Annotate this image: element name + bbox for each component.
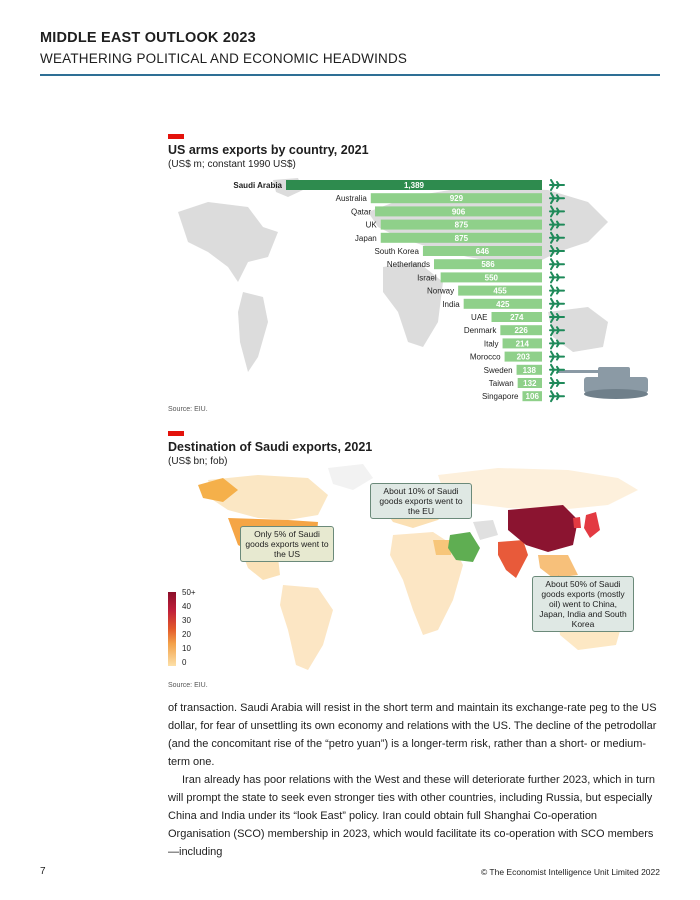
map-india (498, 540, 528, 578)
arms-exports-chart (168, 172, 648, 410)
value-label: 929 (449, 194, 464, 204)
fighter-jet-icon (550, 365, 564, 375)
chart2-source: Source: EIU. (168, 682, 208, 689)
value-label: 455 (493, 286, 507, 296)
map-iran (473, 520, 498, 540)
legend-label: 0 (182, 658, 187, 667)
value-label: 425 (496, 299, 510, 309)
category-label: Japan (354, 233, 377, 243)
category-label: Israel (417, 273, 437, 283)
legend-label: 40 (182, 602, 191, 611)
map-se-asia (538, 555, 578, 578)
chart2-subtitle: (US$ bn; fob) (168, 456, 228, 467)
tank-illustration (558, 367, 648, 399)
value-label: 586 (481, 260, 495, 270)
report-subtitle: WEATHERING POLITICAL AND ECONOMIC HEADWINDS (40, 51, 408, 66)
body-text (168, 699, 662, 861)
legend-label: 30 (182, 616, 191, 625)
header-divider (40, 74, 660, 76)
value-label: 274 (510, 313, 524, 322)
category-label: Denmark (463, 326, 497, 336)
category-label: Netherlands (386, 260, 430, 270)
fighter-jet-icon (550, 391, 564, 401)
legend-label: 20 (182, 630, 191, 639)
category-label: Norway (427, 286, 455, 296)
fighter-jet-icon (550, 286, 564, 296)
report-title: MIDDLE EAST OUTLOOK 2023 (40, 30, 256, 46)
category-label: Saudi Arabia (233, 181, 282, 190)
value-label: 1,389 (403, 181, 425, 190)
fighter-jet-icon (550, 180, 564, 190)
category-label: Singapore (481, 392, 519, 402)
category-label: India (442, 299, 460, 309)
copyright-notice: © The Economist Intelligence Unit Limited 2022 (480, 867, 660, 877)
chart1-subtitle: (US$ m; constant 1990 US$) (168, 159, 296, 170)
map-greenland (328, 464, 373, 490)
callout-us: Only 5% of Saudi goods exports went to the US (240, 526, 334, 562)
map-south-america (280, 585, 333, 670)
chart2-red-tab (168, 431, 184, 436)
page-number: 7 (40, 866, 46, 877)
fighter-jet-icon (550, 259, 564, 269)
paragraph-2: Iran already has poor relations with the West and these will deteriorate further 2023, which in turn will prompt the state to seek even stronger ties with other countries, including Russia, but especially China and India under its “look East” policy. Iran could obtain full Shanghai Co-operation Organisation (SCO) membership in 2023, which would facilitate its co-operation with SCO members—including (168, 774, 656, 858)
value-label: 226 (514, 326, 528, 336)
chart1-title: US arms exports by country, 2021 (168, 143, 369, 157)
callout-asia: About 50% of Saudi goods exports (mostly oil) went to China, Japan, India and South Korea (532, 576, 634, 632)
value-label: 875 (454, 233, 469, 243)
value-label: 214 (515, 339, 529, 349)
value-label: 203 (516, 352, 530, 362)
fighter-jet-icon (550, 272, 564, 282)
value-label: 646 (475, 247, 490, 256)
map-japan (584, 512, 600, 538)
legend-gradient (168, 592, 176, 666)
category-label: Italy (483, 339, 499, 349)
category-label: Morocco (469, 352, 501, 362)
category-label: UAE (471, 313, 488, 322)
value-label: 906 (451, 207, 466, 217)
fighter-jet-icon (550, 299, 564, 309)
legend-label: 50+ (182, 588, 196, 597)
value-label: 138 (522, 365, 536, 375)
chart1-red-tab (168, 134, 184, 139)
map-korea (573, 517, 581, 528)
value-label: 550 (484, 273, 498, 283)
category-label: South Korea (374, 247, 419, 256)
paragraph-1: of transaction. Saudi Arabia will resist in the short term and maintain its exchange-rate peg to the US dollar, for fear of unsettling its own economy and relations with the US. The decline of the petrodollar (and the concomitant rise of the “petro yuan”) is a longer-term risk, rather than a short- or medium-term one. (168, 702, 657, 768)
chart2-title: Destination of Saudi exports, 2021 (168, 440, 373, 454)
chart1-source: Source: EIU. (168, 406, 208, 413)
category-label: Sweden (483, 365, 513, 375)
callout-eu: About 10% of Saudi goods exports went to the EU (370, 483, 472, 519)
value-label: 132 (523, 379, 537, 388)
legend-label: 10 (182, 644, 191, 653)
value-label: 106 (525, 392, 539, 402)
category-label: Qatar (351, 207, 372, 217)
value-label: 875 (454, 220, 469, 230)
category-label: Australia (335, 194, 367, 204)
fighter-jet-icon (550, 378, 564, 388)
category-label: UK (365, 220, 377, 230)
category-label: Taiwan (488, 379, 514, 388)
fighter-jet-icon (550, 352, 564, 362)
